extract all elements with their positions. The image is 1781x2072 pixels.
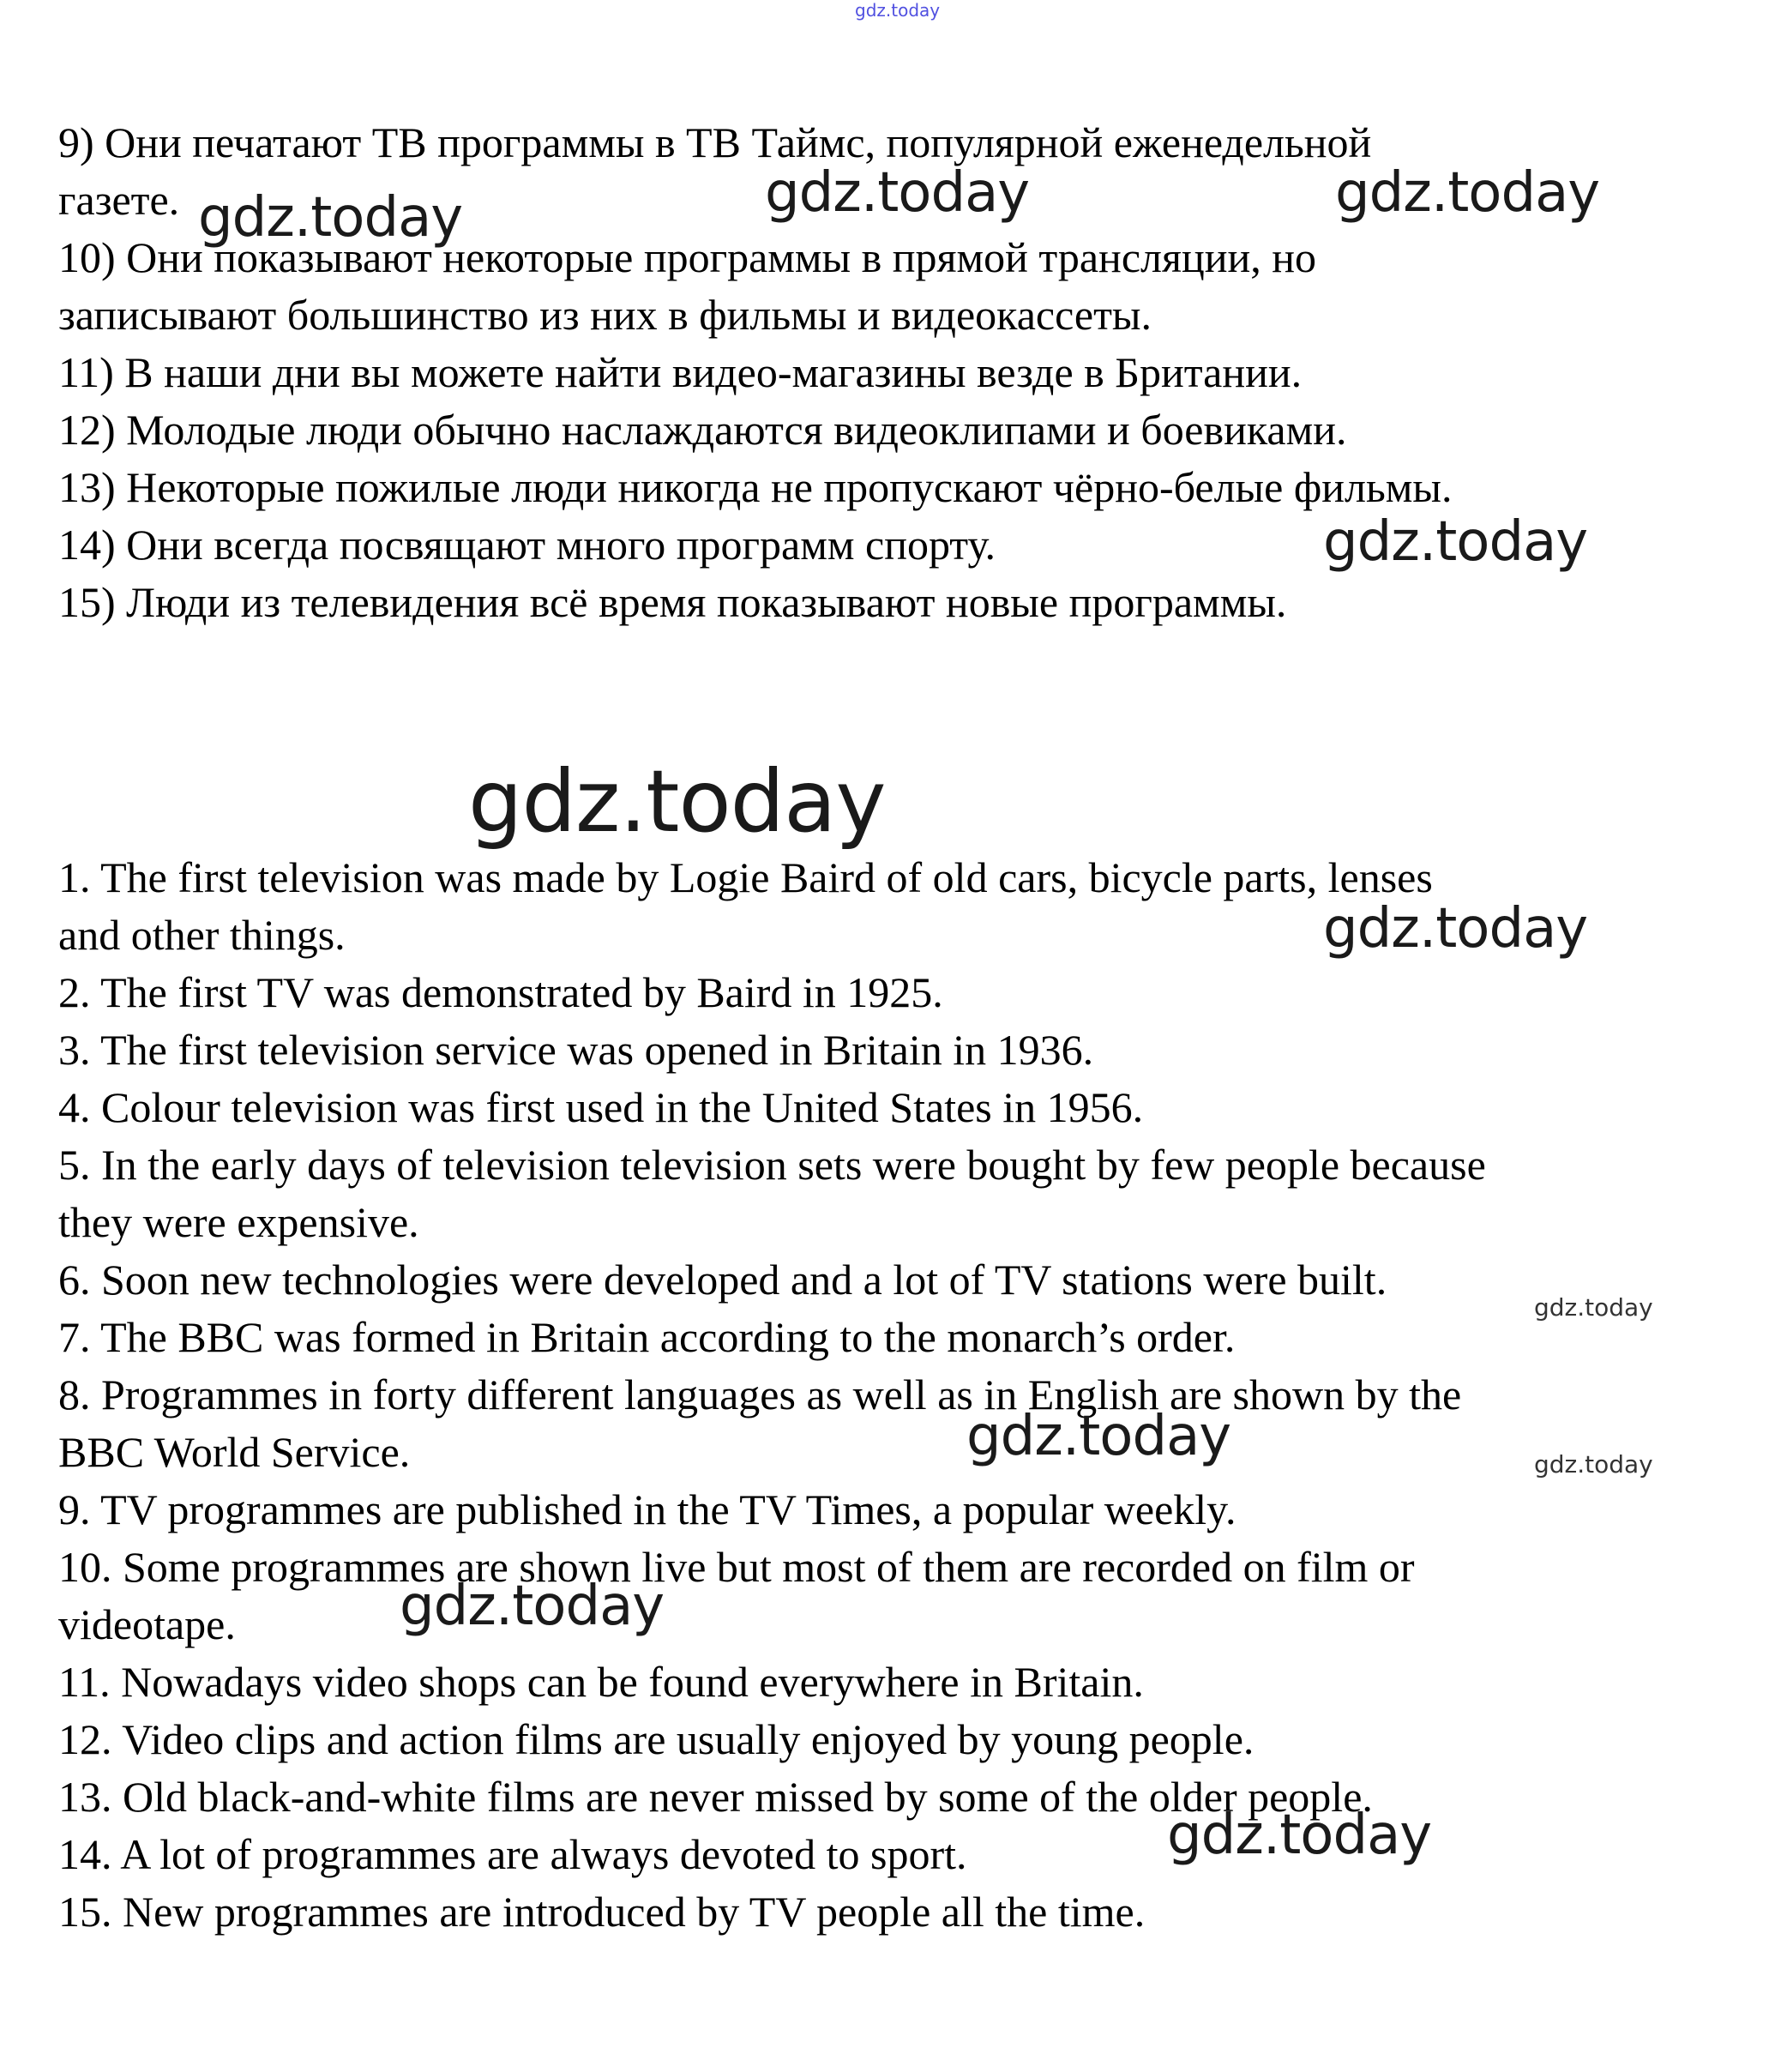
list-item	[58, 1539, 1486, 1653]
list-item	[58, 1021, 1486, 1079]
list-item	[58, 574, 1453, 631]
watermark: gdz.today	[765, 161, 1030, 225]
list-item	[58, 1309, 1486, 1366]
list-item	[58, 1883, 1486, 1941]
item-text-line: 12. Video clips and action films are usually enjoyed by young people.	[58, 1715, 1255, 1763]
item-text-line: 15. New programmes are introduced by TV people all the time.	[58, 1888, 1146, 1936]
watermark: gdz.today	[1534, 1450, 1653, 1479]
list-item	[58, 1653, 1486, 1711]
item-text-line: записывают большинство из них в фильмы и видеокассеты.	[58, 291, 1152, 339]
item-text-line: 2. The first TV was demonstrated by Baird in 1925.	[58, 968, 943, 1016]
item-text-line: 9) Они печатают ТВ программы в ТВ Таймс, популярной еженедельной	[58, 118, 1372, 166]
item-text-line: 15) Люди из телевидения всё время показывают новые программы.	[58, 578, 1287, 626]
watermark: gdz.today	[1167, 1804, 1432, 1867]
item-text-line: BBC World Service.	[58, 1428, 411, 1476]
list-item	[58, 459, 1453, 516]
item-text-line: they were expensive.	[58, 1198, 419, 1246]
english-answers-list	[58, 849, 1486, 1941]
item-text-line: 13. Old black-and-white films are never missed by some of the older people.	[58, 1773, 1373, 1821]
list-item	[58, 1251, 1486, 1309]
watermark: gdz.today	[1323, 897, 1588, 961]
watermark: gdz.today	[1534, 1293, 1653, 1322]
list-item	[58, 1711, 1486, 1768]
list-item	[58, 1079, 1486, 1136]
item-text-line: 14) Они всегда посвящают много программ спорту.	[58, 521, 996, 569]
item-text-line: 1. The first television was made by Logie Baird of old cars, bicycle parts, lenses	[58, 853, 1433, 901]
item-text-line: 8. Programmes in forty different languages as well as in English are shown by the	[58, 1370, 1462, 1418]
list-item	[58, 344, 1453, 401]
item-text-line: and other things.	[58, 911, 346, 959]
item-text-line: 11. Nowadays video shops can be found everywhere in Britain.	[58, 1658, 1144, 1706]
watermark: gdz.today	[198, 186, 463, 250]
item-text-line: 3. The first television service was opened in Britain in 1936.	[58, 1026, 1094, 1074]
item-text-line: 10. Some programmes are shown live but most of them are recorded on film or	[58, 1543, 1415, 1591]
item-text-line: газете.	[58, 176, 180, 224]
list-item	[58, 401, 1453, 459]
watermark: gdz.today	[468, 751, 886, 852]
item-text-line: 7. The BBC was formed in Britain according to the monarch’s order.	[58, 1313, 1236, 1361]
item-text-line: 10) Они показывают некоторые программы в прямой трансляции, но	[58, 233, 1316, 281]
watermark: gdz.today	[400, 1575, 665, 1638]
watermark: gdz.today	[966, 1405, 1231, 1468]
list-item	[58, 1366, 1486, 1481]
item-text-line: videotape.	[58, 1600, 236, 1648]
list-item	[58, 964, 1486, 1021]
watermark: gdz.today	[1335, 161, 1600, 225]
watermark: gdz.today	[1323, 510, 1588, 574]
item-text-line: 12) Молодые люди обычно наслаждаются видеоклипами и боевиками.	[58, 406, 1347, 454]
item-text-line: 13) Некоторые пожилые люди никогда не пропускают чёрно-белые фильмы.	[58, 463, 1453, 511]
item-text-line: 6. Soon new technologies were developed and a lot of TV stations were built.	[58, 1256, 1387, 1304]
list-item	[58, 849, 1486, 964]
list-item	[58, 1136, 1486, 1251]
watermark: gdz.today	[855, 0, 941, 21]
item-text-line: 5. In the early days of television television sets were bought by few people because	[58, 1141, 1486, 1189]
item-text-line: 9. TV programmes are published in the TV Times, a popular weekly.	[58, 1485, 1236, 1533]
item-text-line: 4. Colour television was first used in the United States in 1956.	[58, 1083, 1144, 1131]
item-text-line: 11) В наши дни вы можете найти видео-магазины везде в Британии.	[58, 348, 1303, 396]
list-item	[58, 1481, 1486, 1539]
item-text-line: 14. A lot of programmes are always devoted to sport.	[58, 1830, 967, 1878]
list-item	[58, 516, 1453, 574]
